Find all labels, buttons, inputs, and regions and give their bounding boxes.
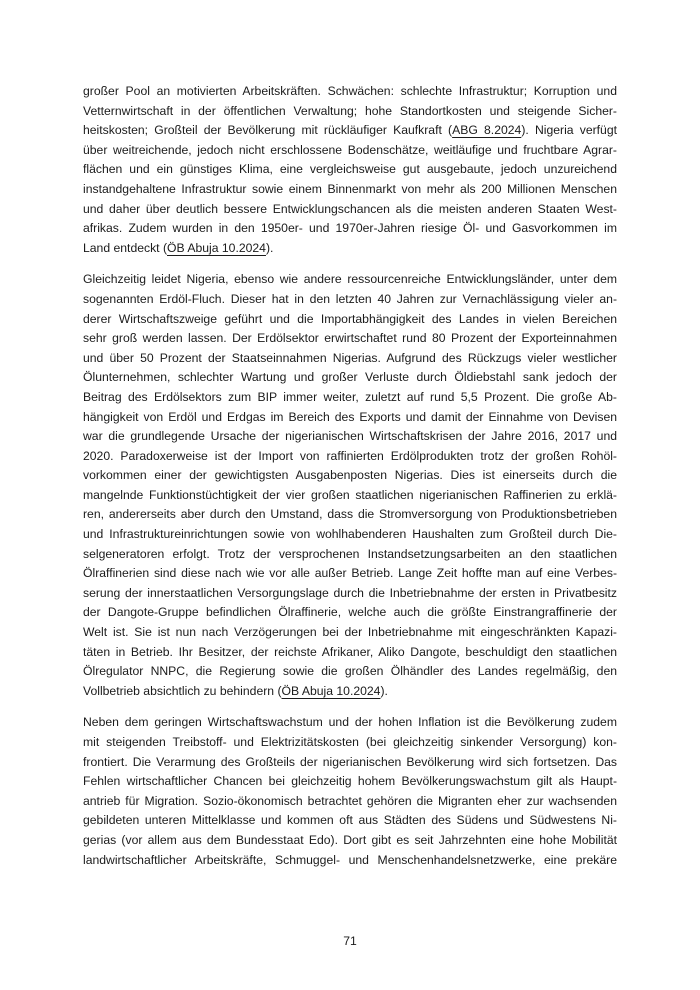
text-line: selgeneratoren erfolgt. Trotz der versprochenen Instandsetzungsarbeiten an den staatlichen [83,546,617,561]
text-line: afrikas. Zudem wurden in den 1950er- und 1970er-Jahren riesige Öl- und Gasvorkommen im [83,221,617,236]
page-number: 71 [343,934,357,948]
text-line: Welt ist. Sie ist nun nach Verzögerungen bei der Inbetriebnahme mit eingeschränkten Kapazi- [83,625,617,640]
text-line: Beitrag des Erdölsektors zum BIP immer weiter, zuletzt auf rund 5,5 Prozent. Die große Ab- [83,389,617,404]
text-line: Ölraffinerien sind diese nach wie vor alle außer Betrieb. Lange Zeit hoffte man auf eine Verbes- [83,566,617,581]
text-line: derer Wirtschaftszweige geführt und die Importabhängigkeit des Landes in vielen Bereichen [83,311,617,326]
text-line: der Dangote-Gruppe befindlichen Ölraffinerie, welche auch die größte Einstrangraffinerie der [83,605,617,620]
text-line: landwirtschaftlicher Arbeitskräfte, Schmuggel- und Menschenhandelsnetzwerke, eine prekäre [83,852,617,867]
text-line: mit steigenden Treibstoff- und Elektrizitätskosten (bei gleichzeitig sinkender Versorgung) kon- [83,735,617,749]
paragraph [83,82,617,258]
paragraph [83,713,617,870]
text-line: großer Pool an motivierten Arbeitskräften. Schwächen: schlechte Infrastruktur; Korruption und [83,84,617,98]
text-line: frontiert. Die Verarmung des Großteils der nigerianischen Bevölkerung wird sich fortsetzen. Das [83,754,617,769]
text-line: serung der innerstaatlichen Versorgungslage durch die Inbetriebnahme der ersten in Privatbesitz [83,585,617,600]
text-line: über weitreichende, jedoch nicht erschlossene Bodenschätze, weitläufige und fruchtbare Agrar- [83,142,617,157]
text-block [83,82,617,882]
text-line: Ölunternehmen, schlechter Wartung und großer Verluste durch Öldiebstahl sank jedoch der [83,370,617,385]
text-line: und daher über deutlich bessere Entwicklungschancen als die meisten anderen Staaten West- [83,201,617,216]
text-line: Gleichzeitig leidet Nigeria, ebenso wie andere ressourcenreiche Entwicklungsländer, unter dem [83,272,617,287]
citation-link[interactable]: ÖB Abuja 10.2024 [281,683,381,698]
text-line: Land entdeckt (ÖB Abuja 10.2024). [83,240,274,255]
text-line: täten in Betrieb. Ihr Besitzer, der reichste Afrikaner, Aliko Dangote, beschuldigt den staatlichen [83,644,617,659]
paragraph [83,270,617,701]
text-line: Neben dem geringen Wirtschaftswachstum und der hohen Inflation ist die Bevölkerung zudem [83,715,617,730]
text-line: und Infrastruktureinrichtungen sowie von wohlhabenderen Haushalten zum Großteil durch Die- [83,527,617,542]
text-line: sehr groß werden lassen. Der Erdölsektor erwirtschaftet rund 80 Prozent der Exporteinnahmen [83,331,617,346]
text-line: vorkommen einer der gewichtigsten Ausgabenposten Nigerias. Dies ist einerseits durch die [83,468,617,483]
page-footer [0,933,700,949]
text-line: Vetternwirtschaft in der öffentlichen Verwaltung; hohe Standortkosten und steigende Sicher- [83,103,617,118]
text-line: antrieb für Migration. Sozio-ökonomisch betrachtet gehören die Migranten eher zur wachsenden [83,793,617,808]
text-line: 2020. Paradoxerweise ist der Import von raffinierten Erdölprodukten trotz der großen Rohöl- [83,448,617,463]
text-line: und über 50 Prozent der Staatseinnahmen Nigerias. Aufgrund des Rückzugs vieler westlicher [83,350,617,365]
text-line: war die grundlegende Ursache der nigerianischen Wirtschaftskrisen der Jahre 2016, 2017 und [83,429,617,444]
text-line: ren, andererseits aber durch den Umstand, dass die Stromversorgung von Produktionsbetrieben [83,507,617,522]
text-line: gerias (vor allem aus dem Bundesstaat Edo). Dort gibt es seit Jahrzehnten eine hohe Mobilität [83,832,617,847]
text-line: instandgehaltene Infrastruktur sowie einem Binnenmarkt von mehr als 200 Millionen Menschen [83,181,617,196]
text-line: sogenannten Erdöl-Fluch. Dieser hat in den letzten 40 Jahren zur Vernachlässigung vieler an- [83,291,617,306]
citation-link[interactable]: ABG 8.2024 [452,123,522,138]
text-line: mangelnde Funktionstüchtigkeit der vier großen staatlichen nigerianischen Raffinerien zu erklä- [83,487,617,502]
text-line: hängigkeit von Erdöl und Erdgas im Bereich des Exports und damit der Einnahme von Devisen [83,409,617,424]
text-line: gebildeten unteren Mittelklasse und kommen oft aus Städten des Südens und Südwestens Ni- [83,813,617,828]
text-line: Ölregulator NNPC, die Regierung sowie die großen Ölhändler des Landes regelmäßig, den [83,664,617,679]
text-line: heitskosten; Großteil der Bevölkerung mit rückläufiger Kaufkraft (ABG 8.2024). Nigeria verfügt [83,123,617,138]
text-line: Fehlen wirtschaftlicher Chancen bei gleichzeitig hohem Bevölkerungswachstum gilt als Haupt- [83,774,617,789]
citation-link[interactable]: ÖB Abuja 10.2024 [167,240,266,255]
text-line: flächen und ein günstiges Klima, eine vergleichsweise gut ausgebaute, jedoch unzureichend [83,162,617,177]
text-line: Vollbetrieb absichtlich zu behindern (ÖB Abuja 10.2024). [83,683,388,698]
